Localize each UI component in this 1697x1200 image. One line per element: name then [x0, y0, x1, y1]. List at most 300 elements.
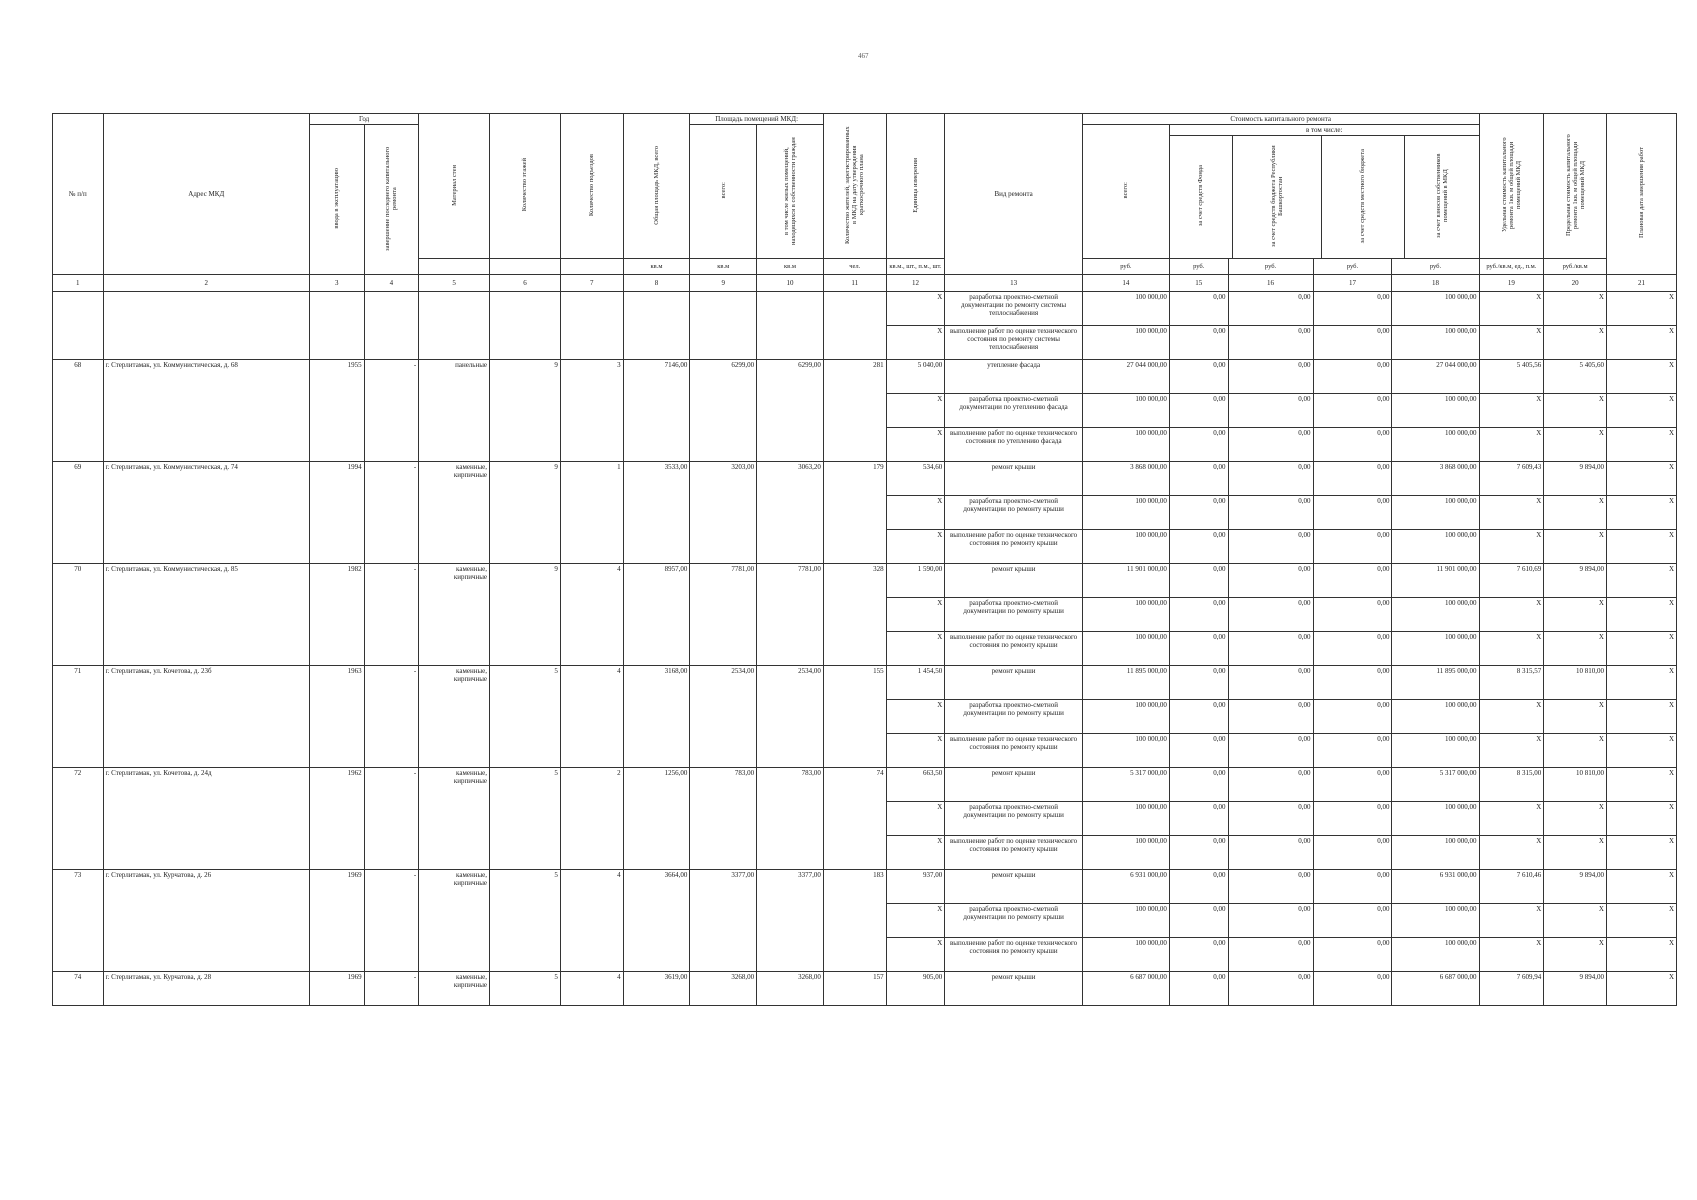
cost-owners-cell: 100 000,00	[1392, 428, 1479, 462]
cost-owners-cell: 100 000,00	[1392, 496, 1479, 530]
cost-owners-cell: 11 895 000,00	[1392, 666, 1479, 700]
col-number: 9	[690, 275, 757, 292]
planned-date-cell: Х	[1606, 904, 1676, 938]
total-area-cell: 3533,00	[623, 462, 690, 564]
work-type-cell: разработка проектно-сметной документации по ремонту системы теплоснабжения	[945, 292, 1083, 326]
total-area-cell: 1256,00	[623, 768, 690, 870]
area-res-cell: 6299,00	[757, 360, 824, 462]
cost-fund-cell: 0,00	[1169, 530, 1228, 564]
cost-fund-cell: 0,00	[1169, 326, 1228, 360]
area-all-cell: 3268,00	[690, 972, 757, 1006]
address-cell: г. Стерлитамак, ул. Курчатова, д. 26	[103, 870, 309, 972]
year-cell: 1963	[309, 666, 364, 768]
unit-qty-cell: Х	[886, 598, 945, 632]
cost-total-cell: 100 000,00	[1082, 326, 1169, 360]
cost-total-cell: 100 000,00	[1082, 632, 1169, 666]
max-cost-cell: 10 810,00	[1544, 666, 1607, 700]
unit-qty-cell: 1 590,00	[886, 564, 945, 598]
cost-local-cell: 0,00	[1313, 734, 1392, 768]
cost-fund-cell: 0,00	[1169, 904, 1228, 938]
cost-fund-cell: 0,00	[1169, 700, 1228, 734]
header-no: № п/п	[53, 114, 104, 275]
cost-republic-cell: 0,00	[1228, 666, 1313, 700]
work-type-cell: разработка проектно-сметной документации по ремонту крыши	[945, 598, 1083, 632]
header-residents: Количество жителей, зарегистрированных в МКД на дату утверждения краткосрочного плана	[823, 114, 886, 259]
cost-total-cell: 100 000,00	[1082, 734, 1169, 768]
last-repair-cell: -	[364, 768, 419, 870]
max-cost-cell: Х	[1544, 836, 1607, 870]
residents-cell: 328	[823, 564, 886, 666]
capital-repair-table	[52, 113, 1677, 1006]
max-cost-cell: 5 405,60	[1544, 360, 1607, 394]
entrances-cell: 4	[560, 564, 623, 666]
last-repair-cell: -	[364, 360, 419, 462]
entrances-cell: 1	[560, 462, 623, 564]
header-incl: в том числе:	[1170, 125, 1479, 136]
max-cost-cell: 9 894,00	[1544, 870, 1607, 904]
planned-date-cell: Х	[1606, 666, 1676, 700]
year-cell: 1962	[309, 768, 364, 870]
unit-cell: кв.м., шт., п.м., шт.	[886, 259, 945, 275]
unit-cost-cell: Х	[1479, 394, 1544, 428]
max-cost-cell: Х	[1544, 632, 1607, 666]
unit-cost-cell: 5 405,56	[1479, 360, 1544, 394]
max-cost-cell: Х	[1544, 904, 1607, 938]
unit-cell: чел.	[823, 259, 886, 275]
cost-fund-cell: 0,00	[1169, 938, 1228, 972]
cost-owners-cell: 100 000,00	[1392, 938, 1479, 972]
cost-total-cell: 100 000,00	[1082, 292, 1169, 326]
material-cell: каменные, кирпичные	[419, 462, 490, 564]
cost-total-cell: 27 044 000,00	[1082, 360, 1169, 394]
total-area-cell: 3168,00	[623, 666, 690, 768]
header-area-residential: в том числе жилых помещений, находящихся в собственности граждан	[757, 125, 824, 259]
cost-republic-cell: 0,00	[1228, 360, 1313, 394]
header-max-cost: Предельная стоимость капитального ремонта 1кв. м общей площади помещений МКД	[1544, 114, 1607, 259]
floors-cell: 5	[490, 870, 561, 972]
cost-local-cell: 0,00	[1313, 666, 1392, 700]
area-res-cell: 3268,00	[757, 972, 824, 1006]
max-cost-cell: Х	[1544, 496, 1607, 530]
unit-cell	[419, 259, 490, 275]
cost-fund-cell: 0,00	[1169, 428, 1228, 462]
total-area-cell	[623, 292, 690, 360]
header-incl-block	[1169, 125, 1479, 259]
unit-cost-cell: Х	[1479, 292, 1544, 326]
cost-total-cell: 100 000,00	[1082, 496, 1169, 530]
planned-date-cell: Х	[1606, 870, 1676, 904]
material-cell: каменные, кирпичные	[419, 666, 490, 768]
table-row	[53, 972, 1677, 1006]
col-number: 18	[1392, 275, 1479, 292]
total-area-cell: 3619,00	[623, 972, 690, 1006]
address-cell: г. Стерлитамак, ул. Кочетова, д. 24д	[103, 768, 309, 870]
residents-cell: 281	[823, 360, 886, 462]
work-type-cell: утепление фасада	[945, 360, 1083, 394]
year-cell: 1955	[309, 360, 364, 462]
col-number: 10	[757, 275, 824, 292]
cost-republic-cell: 0,00	[1228, 972, 1313, 1006]
cost-local-cell: 0,00	[1313, 802, 1392, 836]
header-year-group: Год	[309, 114, 418, 125]
cost-owners-cell: 100 000,00	[1392, 326, 1479, 360]
work-type-cell: разработка проектно-сметной документации по ремонту крыши	[945, 496, 1083, 530]
material-cell: каменные, кирпичные	[419, 972, 490, 1006]
year-cell: 1982	[309, 564, 364, 666]
cost-republic-cell: 0,00	[1228, 700, 1313, 734]
work-type-cell: разработка проектно-сметной документации по ремонту крыши	[945, 904, 1083, 938]
floors-cell	[490, 292, 561, 360]
area-res-cell: 3063,20	[757, 462, 824, 564]
cost-total-cell: 11 895 000,00	[1082, 666, 1169, 700]
col-number: 5	[419, 275, 490, 292]
header-total-area: Общая площадь МКД, всего	[623, 114, 690, 259]
unit-cell: руб.	[1313, 259, 1392, 275]
work-type-cell: разработка проектно-сметной документации по утеплению фасада	[945, 394, 1083, 428]
unit-qty-cell: Х	[886, 530, 945, 564]
unit-cell: руб.	[1082, 259, 1169, 275]
planned-date-cell: Х	[1606, 700, 1676, 734]
cost-republic-cell: 0,00	[1228, 292, 1313, 326]
unit-cost-cell: 7 609,94	[1479, 972, 1544, 1006]
header-floors: Количество этажей	[490, 114, 561, 259]
cost-total-cell: 11 901 000,00	[1082, 564, 1169, 598]
unit-cost-cell: Х	[1479, 836, 1544, 870]
unit-cell: руб.	[1392, 259, 1479, 275]
table-row	[53, 360, 1677, 394]
table-row	[53, 768, 1677, 802]
unit-qty-cell: 5 040,00	[886, 360, 945, 394]
planned-date-cell: Х	[1606, 462, 1676, 496]
planned-date-cell: Х	[1606, 530, 1676, 564]
unit-qty-cell: Х	[886, 428, 945, 462]
material-cell: каменные, кирпичные	[419, 870, 490, 972]
work-type-cell: выполнение работ по оценке технического состояния по ремонту крыши	[945, 734, 1083, 768]
unit-qty-cell: 937,00	[886, 870, 945, 904]
col-number: 21	[1606, 275, 1676, 292]
total-area-cell: 8957,00	[623, 564, 690, 666]
cost-local-cell: 0,00	[1313, 598, 1392, 632]
header-cost-republic: за счет средств бюджета Республики Башкортостан	[1232, 136, 1321, 258]
header-area-all: всего:	[690, 125, 757, 259]
work-type-cell: ремонт крыши	[945, 870, 1083, 904]
cost-total-cell: 100 000,00	[1082, 700, 1169, 734]
area-res-cell: 783,00	[757, 768, 824, 870]
col-number: 3	[309, 275, 364, 292]
cost-republic-cell: 0,00	[1228, 394, 1313, 428]
area-all-cell: 2534,00	[690, 666, 757, 768]
address-cell: г. Стерлитамак, ул. Коммунистическая, д. 68	[103, 360, 309, 462]
planned-date-cell: Х	[1606, 938, 1676, 972]
cost-local-cell: 0,00	[1313, 564, 1392, 598]
floors-cell: 5	[490, 768, 561, 870]
col-number: 8	[623, 275, 690, 292]
col-number: 4	[364, 275, 419, 292]
unit-qty-cell: Х	[886, 938, 945, 972]
col-number: 7	[560, 275, 623, 292]
planned-date-cell: Х	[1606, 632, 1676, 666]
work-type-cell: выполнение работ по оценке технического состояния по ремонту крыши	[945, 836, 1083, 870]
max-cost-cell: 9 894,00	[1544, 462, 1607, 496]
max-cost-cell: Х	[1544, 700, 1607, 734]
floors-cell: 5	[490, 666, 561, 768]
header-cost-fund: за счет средств Фонда	[1170, 136, 1233, 258]
unit-cell: руб./кв.м, ед., п.м.	[1479, 259, 1544, 275]
cost-fund-cell: 0,00	[1169, 394, 1228, 428]
cost-republic-cell: 0,00	[1228, 836, 1313, 870]
register-table-wrapper	[52, 113, 1677, 1006]
address-cell: г. Стерлитамак, ул. Курчатова, д. 28	[103, 972, 309, 1006]
unit-cost-cell: Х	[1479, 632, 1544, 666]
cost-fund-cell: 0,00	[1169, 870, 1228, 904]
unit-qty-cell: 905,00	[886, 972, 945, 1006]
unit-qty-cell: 1 454,50	[886, 666, 945, 700]
area-all-cell: 3377,00	[690, 870, 757, 972]
unit-cell	[560, 259, 623, 275]
row-number-cell: 68	[53, 360, 104, 462]
cost-republic-cell: 0,00	[1228, 768, 1313, 802]
table-body	[53, 292, 1677, 1006]
unit-cost-cell: Х	[1479, 938, 1544, 972]
unit-cost-cell: 8 315,57	[1479, 666, 1544, 700]
cost-fund-cell: 0,00	[1169, 632, 1228, 666]
cost-owners-cell: 100 000,00	[1392, 734, 1479, 768]
planned-date-cell: Х	[1606, 802, 1676, 836]
cost-total-cell: 100 000,00	[1082, 530, 1169, 564]
unit-qty-cell: Х	[886, 904, 945, 938]
residents-cell: 183	[823, 870, 886, 972]
cost-owners-cell: 100 000,00	[1392, 904, 1479, 938]
cost-total-cell: 3 868 000,00	[1082, 462, 1169, 496]
unit-cost-cell: Х	[1479, 904, 1544, 938]
header-cost-owners: за счет взносов собственников помещений в МКД	[1434, 153, 1449, 239]
unit-cell: кв.м	[690, 259, 757, 275]
cost-local-cell: 0,00	[1313, 292, 1392, 326]
residents-cell: 74	[823, 768, 886, 870]
residents-cell	[823, 292, 886, 360]
planned-date-cell: Х	[1606, 836, 1676, 870]
material-cell: каменные, кирпичные	[419, 564, 490, 666]
page-number: 467	[858, 52, 869, 60]
material-cell	[419, 292, 490, 360]
area-res-cell: 7781,00	[757, 564, 824, 666]
area-all-cell: 783,00	[690, 768, 757, 870]
header-incl-table	[1170, 136, 1479, 258]
total-area-cell: 7146,00	[623, 360, 690, 462]
cost-fund-cell: 0,00	[1169, 802, 1228, 836]
area-all-cell: 6299,00	[690, 360, 757, 462]
residents-cell: 157	[823, 972, 886, 1006]
cost-fund-cell: 0,00	[1169, 462, 1228, 496]
max-cost-cell: 9 894,00	[1544, 972, 1607, 1006]
unit-cost-cell: Х	[1479, 598, 1544, 632]
material-cell: панельные	[419, 360, 490, 462]
cost-total-cell: 100 000,00	[1082, 394, 1169, 428]
planned-date-cell: Х	[1606, 564, 1676, 598]
last-repair-cell: -	[364, 564, 419, 666]
cost-local-cell: 0,00	[1313, 904, 1392, 938]
work-type-cell: выполнение работ по оценке технического состояния по ремонту системы теплоснабжения	[945, 326, 1083, 360]
planned-date-cell: Х	[1606, 394, 1676, 428]
cost-local-cell: 0,00	[1313, 530, 1392, 564]
year-cell: 1994	[309, 462, 364, 564]
cost-republic-cell: 0,00	[1228, 938, 1313, 972]
cost-local-cell: 0,00	[1313, 360, 1392, 394]
work-type-cell: ремонт крыши	[945, 564, 1083, 598]
max-cost-cell: Х	[1544, 530, 1607, 564]
unit-cost-cell: 8 315,00	[1479, 768, 1544, 802]
header-area-group: Площадь помещений МКД:	[690, 114, 824, 125]
row-number-cell: 74	[53, 972, 104, 1006]
unit-qty-cell: Х	[886, 700, 945, 734]
col-number: 6	[490, 275, 561, 292]
cost-total-cell: 100 000,00	[1082, 598, 1169, 632]
cost-total-cell: 6 687 000,00	[1082, 972, 1169, 1006]
work-type-cell: выполнение работ по оценке технического состояния по ремонту крыши	[945, 632, 1083, 666]
max-cost-cell: 10 810,00	[1544, 768, 1607, 802]
cost-republic-cell: 0,00	[1228, 904, 1313, 938]
unit-qty-cell: Х	[886, 802, 945, 836]
row-number-cell: 73	[53, 870, 104, 972]
residents-cell: 155	[823, 666, 886, 768]
cost-owners-cell: 100 000,00	[1392, 836, 1479, 870]
table-row	[53, 666, 1677, 700]
unit-qty-cell: 534,60	[886, 462, 945, 496]
table-row	[53, 870, 1677, 904]
cost-owners-cell: 6 687 000,00	[1392, 972, 1479, 1006]
address-cell: г. Стерлитамак, ул. Коммунистическая, д. 85	[103, 564, 309, 666]
cost-owners-cell: 27 044 000,00	[1392, 360, 1479, 394]
cost-republic-cell: 0,00	[1228, 428, 1313, 462]
cost-local-cell: 0,00	[1313, 394, 1392, 428]
cost-republic-cell: 0,00	[1228, 462, 1313, 496]
cost-fund-cell: 0,00	[1169, 292, 1228, 326]
work-type-cell: ремонт крыши	[945, 768, 1083, 802]
last-repair-cell: -	[364, 462, 419, 564]
cost-fund-cell: 0,00	[1169, 666, 1228, 700]
cost-local-cell: 0,00	[1313, 836, 1392, 870]
floors-cell: 9	[490, 360, 561, 462]
entrances-cell: 4	[560, 972, 623, 1006]
col-number: 1	[53, 275, 104, 292]
header-cost-group: Стоимость капитального ремонта	[1082, 114, 1479, 125]
max-cost-cell: Х	[1544, 938, 1607, 972]
max-cost-cell: 9 894,00	[1544, 564, 1607, 598]
max-cost-cell: Х	[1544, 802, 1607, 836]
cost-local-cell: 0,00	[1313, 326, 1392, 360]
cost-fund-cell: 0,00	[1169, 734, 1228, 768]
cost-owners-cell: 5 317 000,00	[1392, 768, 1479, 802]
cost-republic-cell: 0,00	[1228, 870, 1313, 904]
header-year-commission: ввода в эксплуатацию	[309, 125, 364, 275]
cost-local-cell: 0,00	[1313, 462, 1392, 496]
col-number: 19	[1479, 275, 1544, 292]
unit-qty-cell: Х	[886, 394, 945, 428]
cost-total-cell: 100 000,00	[1082, 836, 1169, 870]
year-cell: 1969	[309, 870, 364, 972]
cost-local-cell: 0,00	[1313, 700, 1392, 734]
row-number-cell: 70	[53, 564, 104, 666]
cost-total-cell: 100 000,00	[1082, 904, 1169, 938]
cost-local-cell: 0,00	[1313, 768, 1392, 802]
col-number: 15	[1169, 275, 1228, 292]
cost-owners-cell: 100 000,00	[1392, 394, 1479, 428]
unit-cell: руб.	[1169, 259, 1228, 275]
year-cell	[309, 292, 364, 360]
unit-qty-cell: Х	[886, 326, 945, 360]
cost-local-cell: 0,00	[1313, 938, 1392, 972]
entrances-cell: 2	[560, 768, 623, 870]
entrances-cell: 4	[560, 666, 623, 768]
unit-qty-cell: 663,50	[886, 768, 945, 802]
last-repair-cell	[364, 292, 419, 360]
cost-republic-cell: 0,00	[1228, 326, 1313, 360]
table-row	[53, 462, 1677, 496]
cost-owners-cell: 100 000,00	[1392, 292, 1479, 326]
cost-owners-cell: 100 000,00	[1392, 700, 1479, 734]
entrances-cell: 3	[560, 360, 623, 462]
material-cell: каменные, кирпичные	[419, 768, 490, 870]
cost-local-cell: 0,00	[1313, 428, 1392, 462]
max-cost-cell: Х	[1544, 292, 1607, 326]
last-repair-cell: -	[364, 666, 419, 768]
entrances-cell: 4	[560, 870, 623, 972]
unit-cell	[490, 259, 561, 275]
area-res-cell: 3377,00	[757, 870, 824, 972]
cost-owners-cell: 100 000,00	[1392, 802, 1479, 836]
unit-cost-cell: 7 610,46	[1479, 870, 1544, 904]
cost-local-cell: 0,00	[1313, 496, 1392, 530]
unit-cost-cell: Х	[1479, 734, 1544, 768]
cost-total-cell: 100 000,00	[1082, 428, 1169, 462]
cost-local-cell: 0,00	[1313, 632, 1392, 666]
cost-fund-cell: 0,00	[1169, 768, 1228, 802]
cost-total-cell: 5 317 000,00	[1082, 768, 1169, 802]
unit-qty-cell: Х	[886, 836, 945, 870]
planned-date-cell: Х	[1606, 428, 1676, 462]
cost-owners-cell: 100 000,00	[1392, 632, 1479, 666]
header-unit-cost: Удельная стоимость капитального ремонта 1кв. м общей площади помещений МКД	[1479, 114, 1544, 259]
col-number: 13	[945, 275, 1083, 292]
col-number: 14	[1082, 275, 1169, 292]
cost-owners-cell: 11 901 000,00	[1392, 564, 1479, 598]
cost-total-cell: 100 000,00	[1082, 802, 1169, 836]
unit-cost-cell: Х	[1479, 326, 1544, 360]
row-number-cell	[53, 292, 104, 360]
cost-republic-cell: 0,00	[1228, 598, 1313, 632]
unit-cost-cell: 7 610,69	[1479, 564, 1544, 598]
work-type-cell: ремонт крыши	[945, 666, 1083, 700]
unit-qty-cell: Х	[886, 292, 945, 326]
cost-total-cell: 100 000,00	[1082, 938, 1169, 972]
unit-cost-cell: Х	[1479, 802, 1544, 836]
max-cost-cell: Х	[1544, 598, 1607, 632]
unit-cost-cell: 7 609,43	[1479, 462, 1544, 496]
residents-cell: 179	[823, 462, 886, 564]
col-number: 16	[1228, 275, 1313, 292]
cost-fund-cell: 0,00	[1169, 496, 1228, 530]
header-repair-type: Вид ремонта	[945, 114, 1083, 275]
last-repair-cell: -	[364, 972, 419, 1006]
cost-owners-cell: 100 000,00	[1392, 598, 1479, 632]
planned-date-cell: Х	[1606, 360, 1676, 394]
col-number: 11	[823, 275, 886, 292]
planned-date-cell: Х	[1606, 292, 1676, 326]
cost-owners-cell: 3 868 000,00	[1392, 462, 1479, 496]
unit-cost-cell: Х	[1479, 496, 1544, 530]
header-address: Адрес МКД	[103, 114, 309, 275]
cost-total-cell: 6 931 000,00	[1082, 870, 1169, 904]
